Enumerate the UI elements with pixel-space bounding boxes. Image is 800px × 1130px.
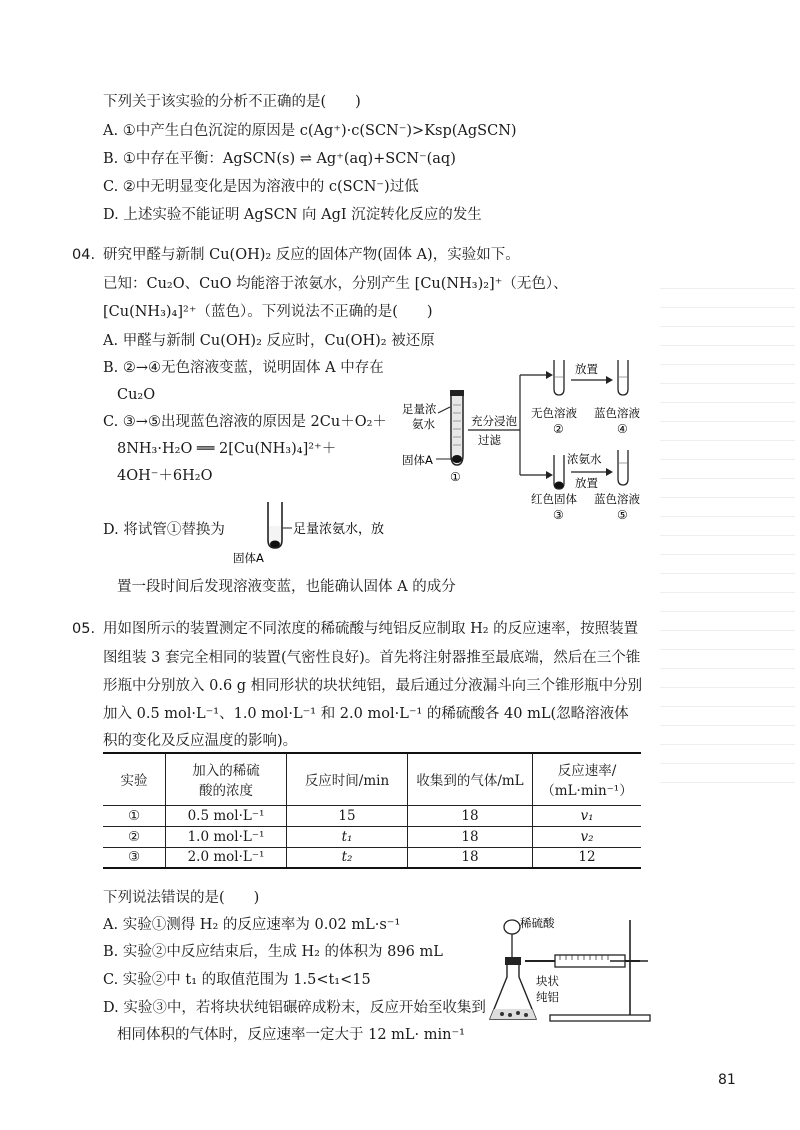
tube1-solid [452, 455, 462, 463]
flask-stopper [505, 957, 521, 965]
q04-known-line1: 已知：Cu₂O、CuO 均能溶于浓氨水，分别产生 [Cu(NH₃)₂]⁺（无色）、 [103, 276, 568, 292]
tube1-number: ① [450, 470, 461, 484]
arrow-top-label: 放置 [575, 362, 598, 376]
q05-option-c: C. 实验②中 t₁ 的取值范围为 1.5<t₁<15 [103, 972, 371, 988]
q05-option-a: A. 实验①测得 H₂ 的反应速率为 0.02 mL·s⁻¹ [103, 917, 401, 933]
cell-conc: 1.0 mol·L⁻¹ [166, 826, 287, 847]
ammonia-label-2: 氨水 [412, 417, 435, 431]
header-concentration: 加入的稀硫 酸的浓度 [166, 753, 287, 805]
tube4-number: ④ [617, 422, 628, 436]
q05-number: 05. [72, 621, 96, 637]
cell-rate: v₂ [533, 826, 642, 847]
tube5-outline [618, 450, 628, 485]
filter-label: 过滤 [478, 433, 501, 447]
q03-option-b: B. ①中存在平衡：AgSCN(s) ⇌ Ag⁺(aq)+SCN⁻(aq) [103, 151, 456, 167]
q04-option-d-line2: 置一段时间后发现溶液变蓝，也能确认固体 A 的成分 [117, 579, 456, 595]
ammonia-label-1: 足量浓 [402, 402, 437, 416]
tube2-number: ② [553, 422, 564, 436]
q05-paragraph-line1: 用如图所示的装置测定不同浓度的稀硫酸与纯铝反应制取 H₂ 的反应速率，按照装置 [103, 621, 639, 637]
soak-label: 充分浸泡 [471, 414, 517, 428]
q05-paragraph-line5: 积的变化及反应温度的影响)。 [103, 733, 298, 749]
header-time: 反应时间/min [287, 753, 408, 805]
solid-a-label-diagram: 固体A [402, 453, 433, 467]
cell-exp: ③ [103, 847, 166, 868]
cell-time: 15 [287, 805, 408, 826]
cell-gas: 18 [408, 826, 533, 847]
q05-option-b: B. 实验②中反应结束后，生成 H₂ 的体积为 896 mL [103, 944, 443, 960]
tube2-outline [554, 360, 564, 395]
arrow-bottom-label2: 放置 [575, 476, 598, 490]
cell-rate: v₁ [533, 805, 642, 826]
blue-solution-5-label: 蓝色溶液 [594, 492, 640, 506]
table-header-row [103, 753, 641, 805]
q04-option-b-line1: B. ②→④无色溶液变蓝，说明固体 A 中存在 [103, 360, 384, 376]
cell-time: t₂ [287, 847, 408, 868]
q05-paragraph-line4: 加入 0.5 mol·L⁻¹、1.0 mol·L⁻¹ 和 2.0 mol·L⁻¹ 的稀硫酸各 40 mL(忽略溶液体 [103, 706, 629, 722]
stand-base [550, 1015, 650, 1021]
q04-number: 04. [72, 247, 96, 263]
cell-time: t₁ [287, 826, 408, 847]
q05-data-table [103, 752, 641, 869]
cell-exp: ② [103, 826, 166, 847]
table-row [103, 805, 641, 826]
cell-conc: 2.0 mol·L⁻¹ [166, 847, 287, 868]
aluminum-label-1: 块状 [536, 974, 559, 988]
tube3-solid [555, 482, 564, 489]
q05-apparatus-diagram [480, 915, 660, 1035]
q05-option-d-line1: D. 实验③中，若将块状纯铝碾碎成粉末，反应开始至收集到 [103, 1000, 486, 1016]
solid-a-label: 固体A [233, 551, 264, 565]
q03-option-d: D. 上述实验不能证明 AgSCN 向 AgI 沉淀转化反应的发生 [103, 207, 482, 223]
solid-a-sample [270, 541, 280, 548]
q05-paragraph-line2: 图组装 3 套完全相同的装置(气密性良好)。首先将注射器推至最底端，然后在三个锥 [103, 650, 641, 666]
acid-label: 稀硫酸 [520, 916, 555, 930]
ammonia-label: 足量浓氨水，放 [293, 522, 385, 537]
q03-option-c: C. ②中无明显变化是因为溶液中的 c(SCN⁻)过低 [103, 179, 419, 195]
cell-rate: 12 [533, 847, 642, 868]
q04-option-a: A. 甲醛与新制 Cu(OH)₂ 反应时，Cu(OH)₂ 被还原 [103, 333, 435, 349]
q04-stem: 研究甲醛与新制 Cu(OH)₂ 反应的固体产物(固体 A)，实验如下。 [103, 247, 520, 263]
q04-option-c-line3: 4OH⁻＋6H₂O [117, 468, 213, 484]
q05-option-d-line2: 相同体积的气体时，反应速率一定大于 12 mL· min⁻¹ [117, 1027, 465, 1043]
q04-option-d-line1: D. 将试管①替换为 [103, 522, 225, 538]
aluminum-label-2: 纯铝 [536, 990, 559, 1004]
tube1-stopper [450, 390, 464, 396]
q04-option-b-line2: Cu₂O [117, 387, 156, 403]
q04-experiment-diagram [398, 355, 678, 525]
q04-option-c-line1: C. ③→⑤出现蓝色溶液的原因是 2Cu＋O₂＋ [103, 414, 387, 430]
red-solid-label: 红色固体 [531, 492, 577, 506]
q05-stem: 下列说法错误的是( ) [103, 890, 260, 906]
cell-gas: 18 [408, 805, 533, 826]
blue-solution-4-label: 蓝色溶液 [594, 406, 640, 420]
q04-option-c-line2: 8NH₃·H₂O ══ 2[Cu(NH₃)₄]²⁺＋ [117, 441, 337, 457]
option-d-tube-figure [228, 496, 398, 566]
cell-exp: ① [103, 805, 166, 826]
header-experiment: 实验 [103, 753, 166, 805]
cell-conc: 0.5 mol·L⁻¹ [166, 805, 287, 826]
separating-funnel [504, 920, 520, 934]
q03-option-a: A. ①中产生白色沉淀的原因是 c(Ag⁺)·c(SCN⁻)>Ksp(AgSCN) [103, 123, 517, 139]
table-row [103, 847, 641, 868]
q03-stem: 下列关于该实验的分析不正确的是( ) [103, 94, 361, 110]
table-row [103, 826, 641, 847]
tube1-outline [451, 396, 463, 465]
colorless-label: 无色溶液 [531, 406, 577, 420]
tube5-number: ⑤ [617, 508, 628, 522]
arrow-bottom-label1: 浓氨水 [567, 452, 602, 466]
tube4-outline [618, 360, 628, 395]
page-number: 81 [718, 1072, 736, 1088]
q05-paragraph-line3: 形瓶中分别放入 0.6 g 相同形状的块状纯铝，最后通过分液漏斗向三个锥形瓶中分别 [103, 678, 643, 694]
tube3-number: ③ [553, 508, 564, 522]
header-gas: 收集到的气体/mL [408, 753, 533, 805]
header-rate: 反应速率/ （mL·min⁻¹） [533, 753, 642, 805]
cell-gas: 18 [408, 847, 533, 868]
margin-ruling [660, 270, 795, 800]
q04-known-line2: [Cu(NH₃)₄]²⁺（蓝色）。下列说法不正确的是( ) [103, 304, 433, 320]
